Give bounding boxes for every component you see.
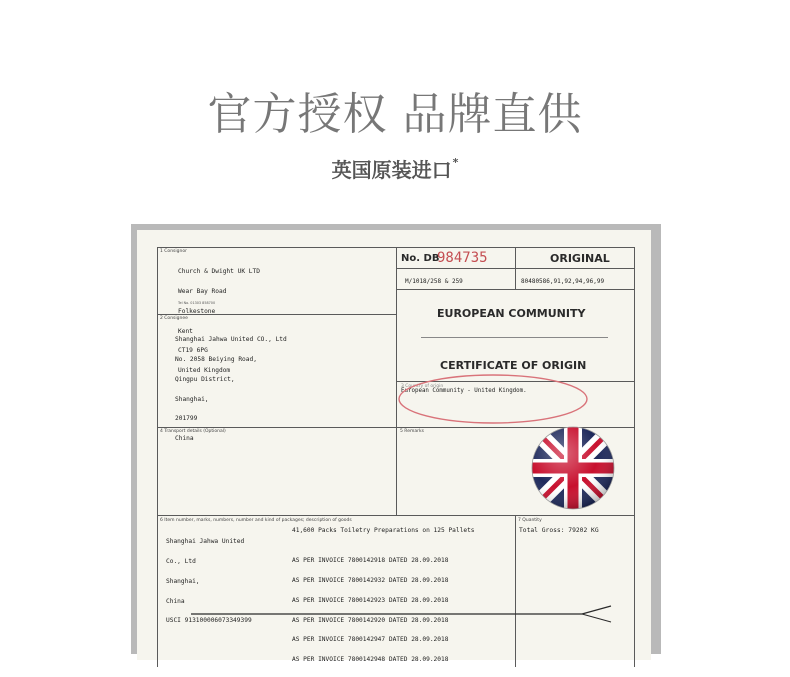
grid-line	[396, 289, 634, 290]
certificate-number-prefix: No. DB	[401, 253, 440, 264]
consignee-address	[175, 324, 287, 456]
union-jack-round-icon	[530, 425, 616, 511]
box5-label: 5 Remarks	[400, 429, 424, 434]
invoice-line: AS PER INVOICE 7800142923 DATED 28.09.2018	[292, 596, 449, 604]
original-label: ORIGINAL	[550, 252, 610, 265]
mark-line: Shanghai Jahwa United	[166, 538, 245, 546]
consignor-line: Folkestone	[178, 307, 216, 315]
subtitle-footnote-mark: *	[452, 156, 459, 169]
consignee-line: China	[175, 435, 194, 443]
consignor-tel: Tel No. 01303 858700	[178, 301, 216, 305]
box4-label: 4 Transport details (Optional)	[160, 429, 226, 434]
consignor-line: United Kingdom	[178, 367, 231, 375]
consignee-line: Shanghai Jahwa United CO., Ltd	[175, 336, 287, 344]
certificate-paper	[137, 230, 651, 664]
mark-line: Co., Ltd	[166, 557, 196, 565]
box6-label: 6 Item number, marks, numbers, number and kind of packages; description of goods	[160, 518, 352, 523]
consignee-line: 201799	[175, 415, 198, 423]
consignor-line: Church & Dwight UK LTD	[178, 268, 260, 276]
subtitle-text: 英国原装进口	[331, 158, 452, 182]
invoice-line: AS PER INVOICE 7800142918 DATED 28.09.2018	[292, 557, 449, 565]
grid-line	[634, 247, 635, 667]
headline-subtitle	[0, 154, 790, 183]
certificate-of-origin-heading: CERTIFICATE OF ORIGIN	[440, 359, 587, 372]
mark-line: USCI 913100006073349399	[166, 617, 252, 625]
invoice-line: AS PER INVOICE 7800142920 DATED 28.09.2018	[292, 616, 449, 624]
total-gross-quantity: Total Gross: 79202 KG	[519, 527, 599, 534]
grid-line	[515, 515, 516, 667]
invoice-line: AS PER INVOICE 7800142948 DATED 28.09.2018	[292, 656, 449, 664]
cancellation-line	[177, 596, 617, 630]
box7-label: 7 Quantity	[518, 518, 542, 523]
separator-line	[421, 337, 608, 338]
reference-numbers: 80480586,91,92,94,96,99	[521, 278, 605, 285]
mark-line: Shanghai,	[166, 577, 200, 585]
country-of-origin: European Community - United Kingdom.	[401, 388, 527, 394]
invoice-line: AS PER INVOICE 7800142932 DATED 28.09.2018	[292, 576, 449, 584]
european-community-heading: EUROPEAN COMMUNITY	[437, 307, 586, 320]
mark-line: China	[166, 597, 185, 605]
headline-title: 官方授权 品牌直供	[207, 89, 583, 140]
grid-line	[157, 247, 158, 667]
grid-line	[396, 268, 634, 269]
certificate-sub-number: M/1018/258 & 259	[405, 278, 463, 285]
box3-label: 3 Country of origin	[401, 384, 444, 389]
consignor-line: Wear Bay Road	[178, 287, 227, 295]
consignee-line: Shanghai,	[175, 395, 209, 403]
certificate-number: 984735	[437, 250, 488, 266]
grid-line	[157, 515, 635, 516]
consignee-line: Qingpu District,	[175, 375, 235, 383]
consignor-line: CT19 6PG	[178, 347, 208, 355]
consignor-line: Kent	[178, 327, 193, 335]
certificate-frame	[131, 224, 661, 664]
box1-label: 1 Consignor	[160, 249, 187, 254]
invoice-line: AS PER INVOICE 7800142947 DATED 28.09.2018	[292, 636, 449, 644]
stamp-circle	[393, 371, 593, 431]
consignee-line: No. 2058 Beiying Road,	[175, 355, 257, 363]
box2-label: 2 Consignee	[160, 316, 188, 321]
goods-description: 41,600 Packs Toiletry Preparations on 125 Pallets	[292, 527, 475, 534]
